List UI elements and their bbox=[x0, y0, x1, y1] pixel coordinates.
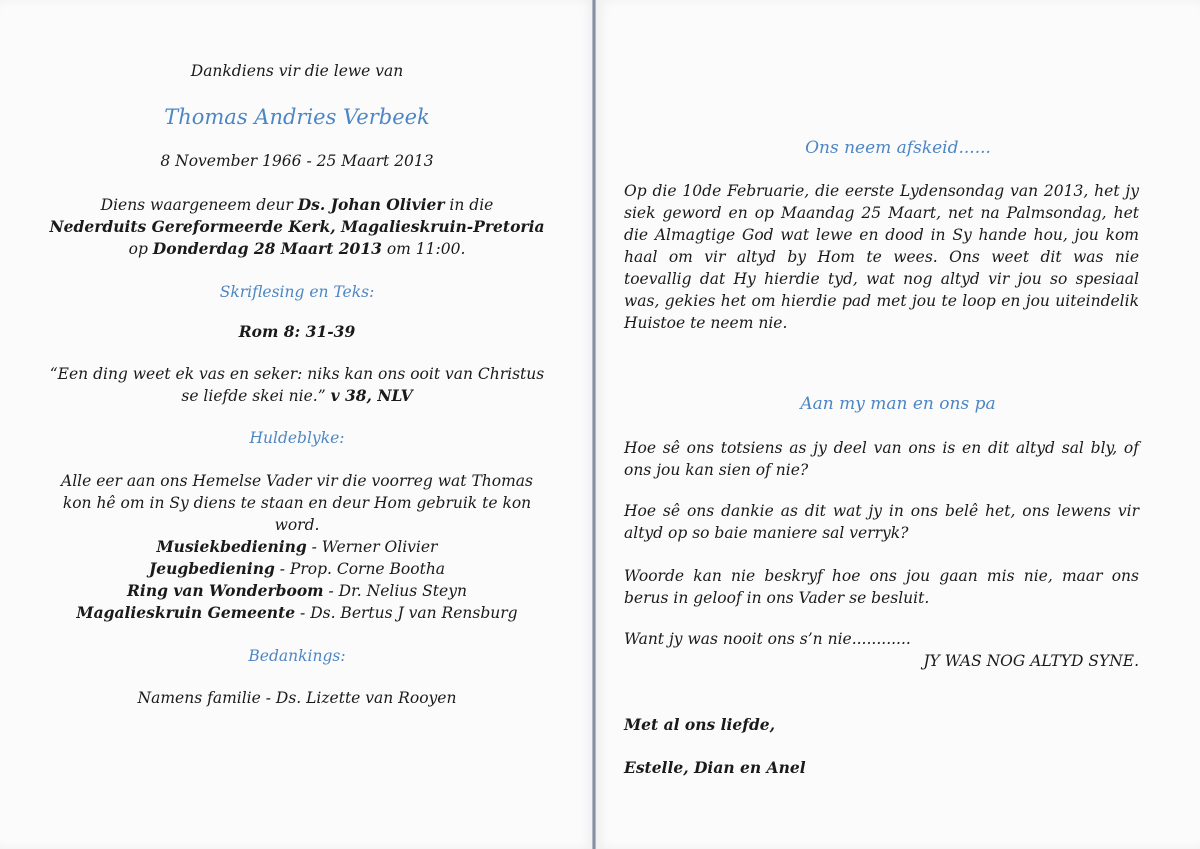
credit-line: Magalieskruin Gemeente - Ds. Bertus J van Rensburg bbox=[76, 603, 518, 622]
poem-line: berus in geloof in ons Vader se besluit. bbox=[624, 589, 930, 607]
service-date: Donderdag 28 Maart 2013 bbox=[152, 239, 382, 258]
farewell-line: toevallig dat Hy hierdie tyd, wat nog altyd vir jou so spesiaal bbox=[624, 270, 1139, 288]
service-line-3: op Donderdag 28 Maart 2013 om 11:00. bbox=[128, 239, 466, 258]
tribute-line-2: kon hê om in Sy diens te staan en deur Hom gebruik te kon bbox=[62, 494, 532, 512]
officiant: Ds. Johan Olivier bbox=[297, 195, 445, 214]
intro-text: Dankdiens vir die lewe van bbox=[190, 62, 404, 80]
credit-line: Musiekbediening - Werner Olivier bbox=[156, 537, 438, 556]
poem-line: Hoe sê ons dankie as dit wat jy in ons belê het, ons lewens vir bbox=[624, 502, 1139, 520]
farewell-line: Huistoe te neem nie. bbox=[624, 314, 788, 332]
poem-line: ons jou kan sien of nie? bbox=[624, 461, 809, 479]
signature: Estelle, Dian en Anel bbox=[624, 758, 806, 777]
thanks-text: Namens familie - Ds. Lizette van Rooyen bbox=[137, 689, 457, 707]
credit-line: Ring van Wonderboom - Dr. Nelius Steyn bbox=[127, 581, 467, 600]
service-line-2: Nederduits Gereformeerde Kerk, Magalieskruin-Pretoria bbox=[49, 217, 545, 236]
right-page bbox=[596, 0, 1200, 849]
reading-heading: Skriflesing en Teks: bbox=[219, 283, 375, 301]
farewell-line: siek geword en op Maandag 25 Maart, net na Palmsondag, het bbox=[624, 204, 1139, 222]
quote-line-1: “Een ding weet ek vas en seker: niks kan ons ooit van Christus bbox=[49, 365, 545, 383]
poem-line: Woorde kan nie beskryf hoe ons jou gaan mis nie, maar ons bbox=[624, 567, 1139, 585]
poem-line: altyd op so baie maniere sal verryk? bbox=[624, 524, 909, 542]
quote-line-2: se liefde skei nie.” v 38, NLV bbox=[181, 386, 413, 405]
poem-heading: Aan my man en ons pa bbox=[800, 394, 996, 414]
service-line-1: Diens waargeneem deur Ds. Johan Olivier in die bbox=[100, 195, 494, 214]
poem-line: Want jy was nooit ons s’n nie............ bbox=[624, 630, 911, 648]
reading-text: Rom 8: 31-39 bbox=[238, 322, 356, 341]
farewell-heading: Ons neem afskeid...... bbox=[805, 138, 991, 158]
thanks-heading: Bedankings: bbox=[248, 647, 346, 665]
tribute-heading: Huldeblyke: bbox=[249, 429, 345, 447]
deceased-name: Thomas Andries Verbeek bbox=[164, 105, 430, 129]
farewell-line: haal om vir altyd by Hom te wees. Ons weet dit was nie bbox=[624, 248, 1139, 266]
farewell-line: Op die 10de Februarie, die eerste Lydensondag van 2013, het jy bbox=[624, 182, 1139, 200]
quote-reference: v 38, NLV bbox=[330, 386, 413, 405]
signoff: Met al ons liefde, bbox=[624, 715, 776, 734]
credit-line: Jeugbediening - Prop. Corne Bootha bbox=[148, 559, 446, 578]
left-page bbox=[0, 0, 594, 849]
farewell-line: was, gekies het om hierdie pad met jou te loop en jou uiteindelik bbox=[624, 292, 1139, 310]
poem-closing: JY WAS NOG ALTYD SYNE. bbox=[923, 652, 1139, 670]
tribute-line-1: Alle eer aan ons Hemelse Vader vir die voorreg wat Thomas bbox=[61, 472, 533, 490]
life-dates: 8 November 1966 - 25 Maart 2013 bbox=[160, 152, 434, 170]
tribute-line-3: word. bbox=[274, 516, 320, 534]
farewell-line: die Almagtige God wat lewe en dood in Sy hande hou, jou kom bbox=[624, 226, 1139, 244]
poem-line: Hoe sê ons totsiens as jy deel van ons is en dit altyd sal bly, of bbox=[624, 439, 1139, 457]
